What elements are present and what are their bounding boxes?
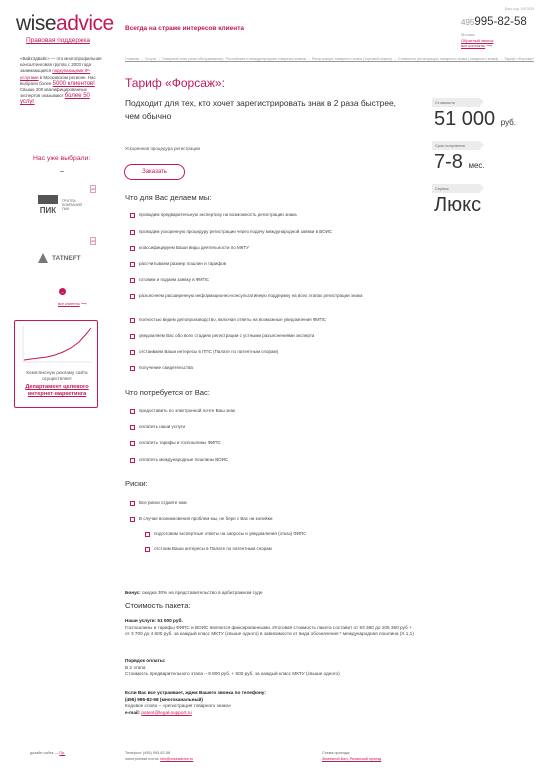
term-tag: Срок получения	[432, 141, 480, 150]
code-word: Кодовое слово – «регистрация товарного знака»	[125, 703, 232, 709]
list-item: готовим и подаем заявку в ФИПС	[130, 277, 405, 283]
list-item: Все риски отдаете нам	[130, 500, 405, 506]
service-value: Люкс	[434, 194, 482, 216]
footer-design-label: дизайн сайта —	[30, 751, 59, 755]
bonus-label: Бонус:	[125, 590, 141, 595]
logo-wise: wise	[16, 12, 57, 35]
cost-amount: 51 000	[434, 108, 496, 130]
client-code: Ваш код: 1097829	[505, 7, 535, 11]
list-item: оплатить наши услуги	[130, 424, 405, 430]
growth-graph-icon	[19, 324, 93, 366]
tagline: Всегда на страже интересов клиента	[125, 25, 245, 32]
section-title-need: Что потребуется от Вас:	[125, 388, 210, 397]
call-title: Если Вас все устраивает, ждем Вашего звонка по телефону:	[125, 690, 266, 695]
section-title-cost: Стоимость пакета:	[125, 601, 191, 610]
about-part-3: Свыше 200 квалифицированных экспертов оказывают	[20, 87, 87, 99]
pdf-icon[interactable]: pdf	[90, 237, 96, 245]
client-logo-tatneft[interactable]	[38, 245, 108, 271]
footer-phone: Телефон: (495) 995-82-58	[125, 751, 171, 755]
logo[interactable]	[16, 14, 114, 34]
list-item: получение свидетельства	[130, 365, 405, 371]
email-link[interactable]: patent@legal-support.ru	[141, 709, 192, 715]
contacts-link[interactable]: все контакты	[461, 43, 486, 48]
svg-text:ПИК: ПИК	[39, 206, 57, 215]
footer-map	[322, 751, 381, 762]
divider	[60, 171, 64, 172]
list-item: отстаиваем Ваши интересы в ППС (Палате по патентным спорам)	[130, 349, 405, 355]
city-label: Москва	[461, 32, 475, 37]
email-label: e-mail:	[125, 709, 142, 715]
bonus-text	[125, 590, 415, 597]
logo-advice: advice	[56, 12, 114, 35]
footer-email-row	[125, 757, 193, 763]
list-item: классифицируем Ваши виды деятельности по МКТУ	[130, 245, 405, 251]
list-item: проводим предварительную экспертизу на возможность регистрации знака	[130, 212, 405, 218]
client-logo-sub: ГРУППА КОМПАНИЙ ПИК	[62, 199, 83, 211]
sub-list-item: отстоим Ваши интересы в Палате по патентным спорам	[145, 546, 405, 552]
footer-design-link[interactable]: Пр.	[59, 751, 66, 755]
list-item: оплатить тарифы и госпошлины ФИПС	[130, 440, 405, 446]
footer-map-label: Схема прохода:	[322, 751, 350, 755]
banner-link[interactable]: Департамент целевого интернет-маркетинга	[25, 384, 89, 397]
contacts-row	[461, 43, 493, 49]
lead-text: Подходит для тех, кто хочет зарегистрировать знак в 2 раза быстрее, чем обычно	[125, 98, 396, 121]
payment-title: Порядок оплаты:	[125, 658, 166, 663]
short-description: Ускоренная процедура регистрации	[125, 146, 201, 151]
about-part-2: в Московском регионе. Нас выбрали более	[20, 74, 96, 86]
chevron-down-icon[interactable]: ⌄	[60, 289, 65, 294]
payment-line-2: Стоимость предварительного этапа – 9 800 руб. + 500 руб. за каждый класс МКТУ (свыше одного)	[125, 671, 340, 677]
client-logo-label: TATNEFT	[52, 254, 81, 262]
contact-block	[125, 690, 415, 716]
pik-icon	[38, 195, 58, 215]
term-value	[434, 151, 485, 174]
services-price: Наши услуги: 51 000 руб.	[125, 618, 183, 623]
arrow-right-icon: ⟶	[79, 302, 87, 306]
phone-prefix: 495	[461, 18, 475, 27]
more-clients-row	[58, 301, 86, 306]
banner-text: Комплексную рекламу сайта осуществляет	[26, 370, 88, 381]
footer-email-link[interactable]: info@wiseadvice.ru	[160, 756, 194, 761]
support-link[interactable]: Правовая поддержка	[26, 37, 90, 44]
term-amount: 7-8	[434, 151, 463, 173]
cost-value	[434, 108, 516, 131]
callback-link[interactable]: Обратный звонок	[461, 37, 494, 43]
call-phone: (495) 995-82-58 (многоканальный)	[125, 696, 203, 702]
list-item: предоставить по электронной почте Ваш знак	[130, 408, 405, 414]
footer-contacts	[125, 751, 193, 762]
payment-line-1: В 2 этапа	[125, 664, 146, 670]
list-item: рассчитываем размер пошлин и тарифов	[130, 261, 405, 267]
footer-design	[30, 751, 65, 757]
arrow-right-icon: ⟶	[485, 43, 493, 48]
term-unit: мес.	[468, 161, 485, 170]
footer-email-label: электронная почта:	[125, 756, 160, 761]
page-title: Тариф «Форсаж»:	[125, 76, 225, 90]
footer-map-link[interactable]: Земляной Вал, Рязанский проезд	[322, 756, 382, 761]
cost-unit: руб.	[500, 118, 516, 127]
breadcrumb[interactable]: Главная → Услуги → Товарный знак (знак обслуживания). Российская и международная товарная знаков → Регистрация товарного знака (торговой марки) → Стоимость регистрации товарного знака (товарного знака) → Тариф «Форсаж»	[125, 57, 534, 61]
cost-block	[125, 618, 415, 638]
clients-title: Нас уже выбрали:	[33, 155, 91, 162]
order-button[interactable]: Заказать	[124, 164, 185, 180]
list-item: полностью ведем делопроизводство, включая ответы на возможные уведомления ФИПС	[130, 317, 405, 323]
clients-count-link[interactable]: 5000 клиентов!	[52, 80, 95, 87]
about-link[interactable]: подкупающими IP-услугами	[20, 68, 91, 80]
list-item: разъясняем расширенную информационно-консультативную поддержку на всех этапах регистрации знака	[130, 293, 405, 299]
email-row	[125, 710, 415, 717]
pdf-icon[interactable]: pdf	[90, 185, 96, 193]
section-title-risks: Риски:	[125, 479, 148, 488]
sub-list-item: подготовим экспертные ответы на запросы и уведомления (отказ) ФИПС	[145, 531, 405, 537]
cost-tag: Стоимость	[432, 98, 480, 107]
list-item: оплатить международные пошлины ВОИС	[130, 457, 405, 463]
list-item: уведомляем Вас обо всех стадиях регистрации с устными разъяснениями эксперта	[130, 333, 405, 339]
marketing-banner[interactable]	[14, 320, 98, 408]
tatneft-icon	[38, 253, 48, 263]
fees-text: Госпошлины и тарифы ФИПС и ВОИС являются фиксированными. Итоговая стоимость пакета составит от 93 360 до 105 360 руб + от 3 700 до 4 600 руб. за каждый класс МКТУ (свыше одного) в зависимости от вида обозначения * международная пошлина (Х 1,1)	[125, 624, 414, 637]
about-part-1: «ВайзЭдвайс» — это многопрофильная консалтинговая группа с 2003 года занимающаяся	[20, 56, 102, 74]
about-text	[20, 56, 104, 106]
client-logo-pik[interactable]	[38, 192, 108, 218]
list-item: В случае возникновения проблем мы, не беря с Вас ни копейки:	[130, 516, 405, 522]
list-item: проводим ускоренную процедуру регистрации через подачу международной заявки в ВОИС	[130, 229, 405, 235]
services-count-link[interactable]: более 50 услуг	[20, 93, 90, 106]
payment-block	[125, 658, 415, 678]
header-phone	[461, 16, 527, 28]
bonus-value: скидка 30% на представительство в арбитражном суде	[140, 590, 263, 595]
service-tag: Сервис	[432, 184, 480, 193]
header-contacts	[461, 32, 493, 49]
section-title-what: Что для Вас делаем мы:	[125, 193, 212, 202]
more-clients-link[interactable]: все клиенты	[58, 302, 80, 306]
phone-number: 995-82-58	[474, 16, 527, 28]
